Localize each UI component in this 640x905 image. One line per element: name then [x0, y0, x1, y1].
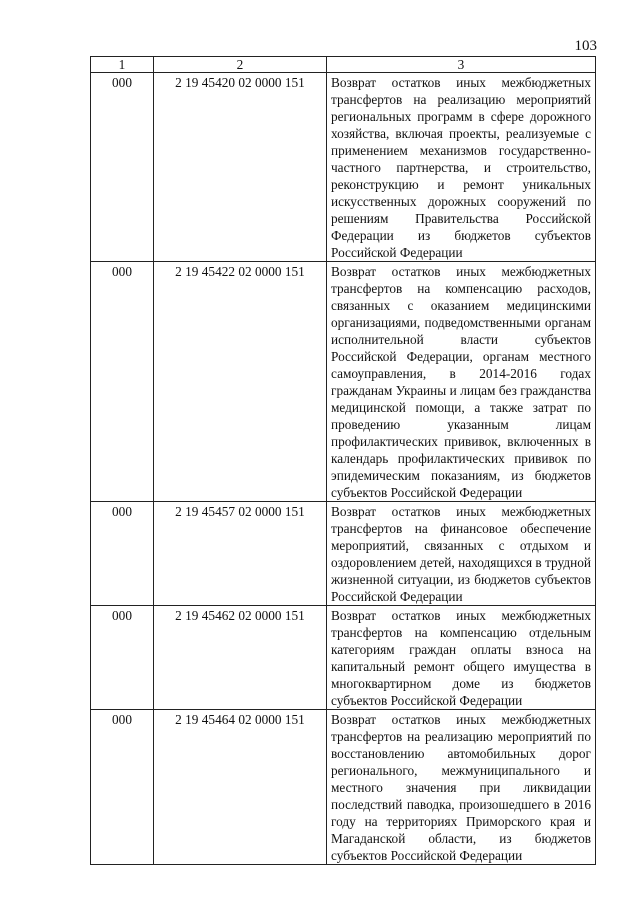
budget-code-cell: 2 19 45462 02 0000 151 — [154, 606, 327, 710]
budget-code-cell: 2 19 45420 02 0000 151 — [154, 73, 327, 262]
budget-code-cell: 2 19 45457 02 0000 151 — [154, 502, 327, 606]
description-cell: Возврат остатков иных межбюджетных трансфертов на реализацию мероприятий по восстановлению автомобильных дорог регионального, межмуниципального и местного значения при ликвидации последствий паводка, произошедшего в 2016 году на территориях Приморского края и Магаданской области, из бюджетов субъектов Российской Федерации — [327, 710, 596, 865]
description-cell: Возврат остатков иных межбюджетных трансфертов на финансовое обеспечение мероприятий, связанных с отдыхом и оздоровлением детей, находящихся в трудной жизненной ситуации, из бюджетов субъектов Российской Федерации — [327, 502, 596, 606]
table-row — [91, 710, 596, 865]
description-cell: Возврат остатков иных межбюджетных трансфертов на реализацию мероприятий региональных программ в сфере дорожного хозяйства, включая проекты, реализуемые с применением механизмов государственно-частного партнерства, и строительство, реконструкцию и ремонт уникальных искусственных дорожных сооружений по решениям Правительства Российской Федерации из бюджетов субъектов Российской Федерации — [327, 73, 596, 262]
budget-code-cell: 2 19 45422 02 0000 151 — [154, 262, 327, 502]
table-row — [91, 73, 596, 262]
column-header-3: 3 — [327, 57, 596, 73]
admin-code-cell: 000 — [91, 606, 154, 710]
admin-code-cell: 000 — [91, 73, 154, 262]
description-cell: Возврат остатков иных межбюджетных трансфертов на компенсацию отдельным категориям граждан оплаты взноса на капитальный ремонт общего имущества в многоквартирном доме из бюджетов субъектов Российской Федерации — [327, 606, 596, 710]
admin-code-cell: 000 — [91, 262, 154, 502]
budget-code-table — [90, 56, 596, 865]
column-header-1: 1 — [91, 57, 154, 73]
budget-code-cell: 2 19 45464 02 0000 151 — [154, 710, 327, 865]
table-row — [91, 606, 596, 710]
table-header-row — [91, 57, 596, 73]
admin-code-cell: 000 — [91, 502, 154, 606]
table-row — [91, 502, 596, 606]
table-row — [91, 262, 596, 502]
description-cell: Возврат остатков иных межбюджетных трансфертов на компенсацию расходов, связанных с оказанием медицинскими организациями, подведомственными органам исполнительной власти субъектов Российской Федерации, органам местного самоуправления, в 2014-2016 годах гражданам Украины и лицам без гражданства медицинской помощи, а также затрат по проведению указанным лицам профилактических прививок, включенных в календарь профилактических прививок по эпидемическим показаниям, из бюджетов субъектов Российской Федерации — [327, 262, 596, 502]
admin-code-cell: 000 — [91, 710, 154, 865]
page-number: 103 — [574, 38, 597, 54]
column-header-2: 2 — [154, 57, 327, 73]
